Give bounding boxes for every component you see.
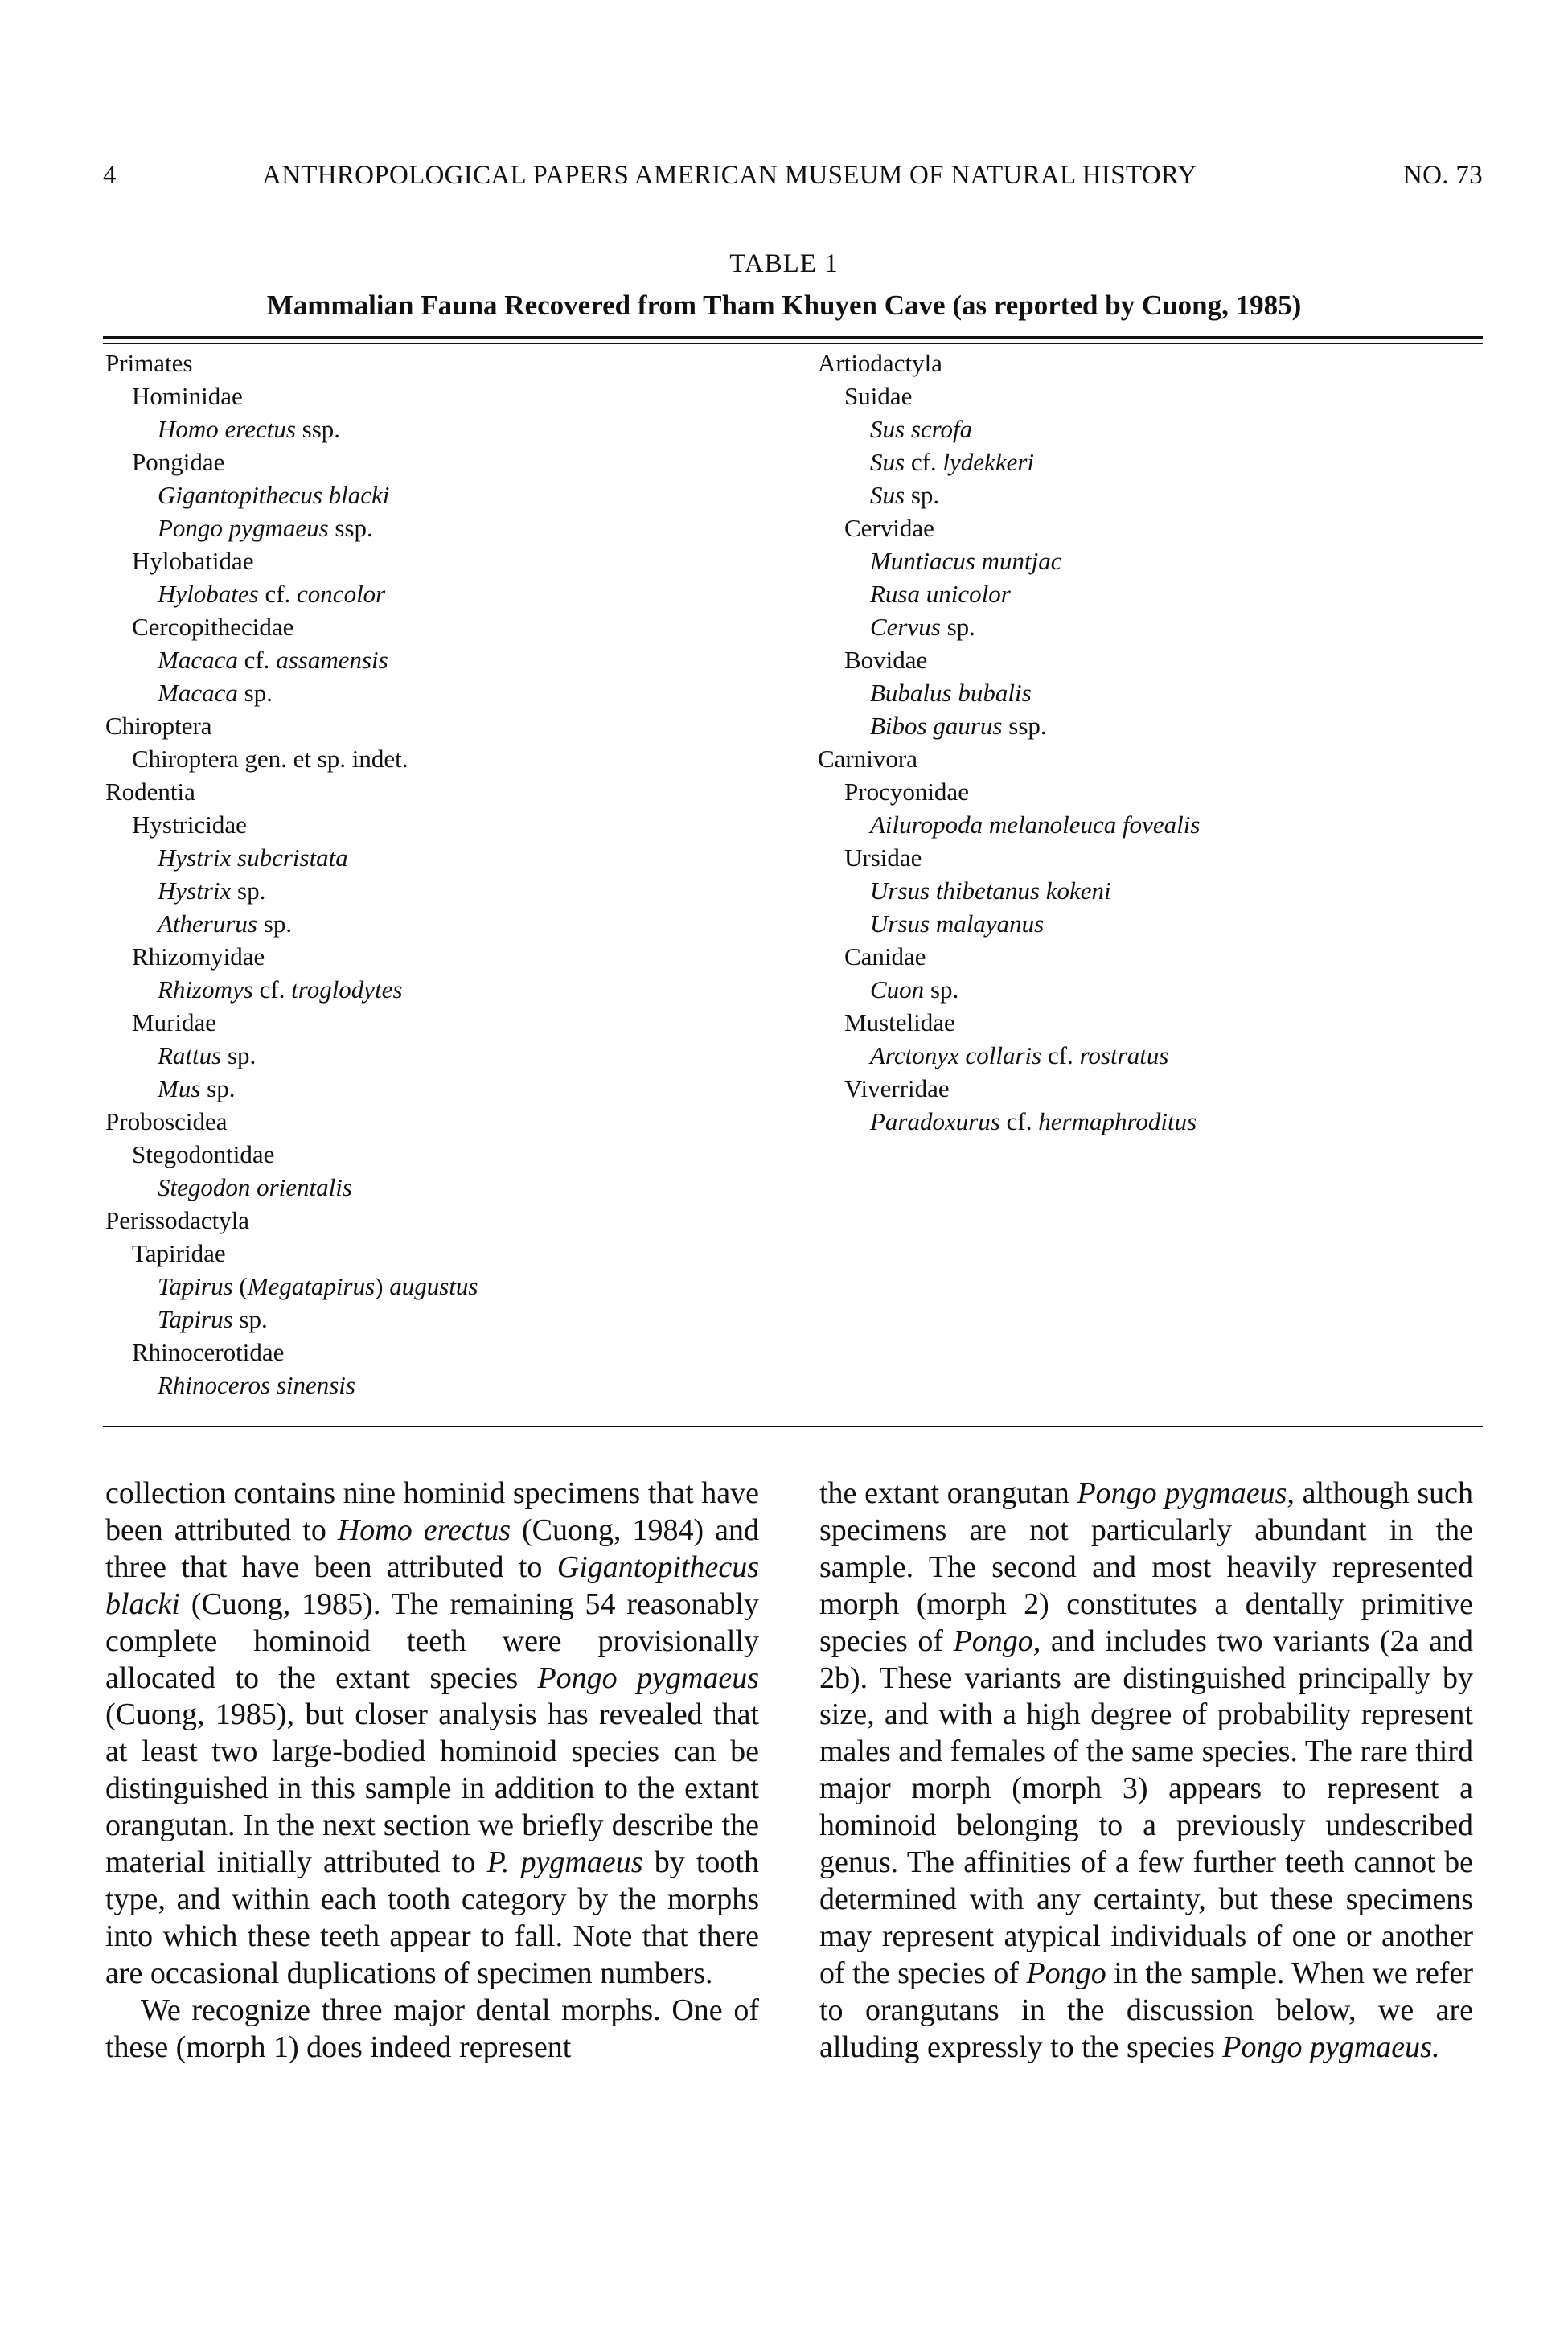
table-row-taxon	[105, 1071, 478, 1104]
table-label: TABLE 1	[729, 249, 839, 278]
taxon-name: Tapiridae	[132, 1239, 226, 1267]
italic-term: P. pygmaeus	[486, 1845, 643, 1880]
taxon-name: Cuon	[870, 975, 925, 1004]
issue-number: NO. 73	[1403, 161, 1483, 190]
taxon-name: Macaca	[158, 679, 238, 707]
table-row-taxon	[818, 1104, 1200, 1137]
taxon-name: Ursus malayanus	[870, 909, 1045, 938]
table-top-rule	[103, 336, 1483, 339]
taxon-name: Arctonyx collaris	[870, 1041, 1042, 1069]
italic-term: Pongo,	[953, 1623, 1041, 1658]
table-caption: Mammalian Fauna Recovered from Tham Khuyen Cave (as reported by Cuong, 1985)	[266, 289, 1302, 321]
taxon-name: Rodentia	[105, 778, 195, 806]
taxon-name: concolor	[297, 580, 386, 608]
taxon-name: Hominidae	[132, 382, 243, 410]
italic-term: Gigantopithecus blacki	[105, 1550, 759, 1621]
taxon-name: Chiroptera	[105, 712, 212, 740]
text-run: in the sample. When we refer to orangutans in the discussion below, we are alluding expressly to the species	[819, 1956, 1474, 2064]
italic-term: Homo erectus	[337, 1513, 511, 1547]
taxon-suffix: sp.	[940, 613, 975, 641]
taxon-name: Hylobates	[158, 580, 259, 608]
italic-term: Pongo pygmaeus	[537, 1660, 759, 1695]
text-run: (Cuong, 1985), but closer analysis has revealed that at least two large-bodied hominoid species can be distinguished in this sample in addition to the extant orangutan. In the next section we briefly describe the material initially attributed to	[105, 1697, 759, 1880]
table-row-family	[105, 1005, 478, 1038]
table-row-family	[105, 1137, 478, 1170]
table-row-taxon	[818, 675, 1200, 708]
text-run: collection contains nine hominid specimens that have been attributed to	[105, 1476, 759, 1547]
table-row-family	[105, 544, 478, 577]
taxon-name: Pongidae	[132, 448, 225, 476]
taxon-name: Megatapirus	[247, 1272, 376, 1300]
taxon-name: Suidae	[844, 382, 913, 410]
taxon-suffix: sp.	[221, 1041, 257, 1069]
taxon-name: Procyonidae	[844, 778, 969, 806]
table-row-taxon	[818, 906, 1200, 939]
taxon-name: hermaphroditus	[1038, 1107, 1197, 1135]
taxon-suffix: sp.	[257, 909, 293, 938]
taxon-name: Rhizomyidae	[132, 942, 265, 971]
table-row-taxon	[105, 577, 478, 610]
text-run: We recognize three major dental morphs. One of these (morph 1) does indeed represent	[105, 1993, 759, 2064]
table-row-family	[105, 1335, 478, 1368]
table-row-family	[818, 511, 1200, 544]
table-row-family	[818, 379, 1200, 412]
table-row-taxon	[105, 840, 478, 873]
taxon-suffix: sp.	[231, 876, 266, 905]
table-row-taxon	[105, 1038, 478, 1071]
table-row-taxon	[105, 675, 478, 708]
taxon-name: Sus	[870, 481, 905, 509]
table-row-order	[818, 741, 1200, 774]
taxon-name: Gigantopithecus blacki	[158, 481, 390, 509]
table-row-taxon	[818, 577, 1200, 610]
table-row-taxon	[105, 1170, 478, 1203]
table-row-order	[105, 774, 478, 807]
table-row-taxon	[818, 478, 1200, 511]
table-row-order	[818, 346, 1200, 379]
taxon-suffix: sp.	[200, 1074, 236, 1102]
text-run: (Cuong, 1984) and three that have been attributed to	[105, 1513, 759, 1584]
taxon-name: Cervidae	[844, 514, 934, 542]
taxon-name: Rhinocerotidae	[132, 1338, 285, 1366]
taxon-name: Rhinoceros sinensis	[158, 1371, 355, 1399]
table-row-taxon	[105, 972, 478, 1005]
table-row-taxon	[105, 412, 478, 445]
taxon-name: Cercopithecidae	[132, 613, 294, 641]
text-run: (Cuong, 1985). The remaining 54 reasonably complete hominoid teeth were provisionally allocated to the extant species	[105, 1586, 759, 1695]
taxon-name: Perissodactyla	[105, 1206, 250, 1234]
table-row-family	[105, 1236, 478, 1269]
taxon-qualifier: (	[232, 1272, 248, 1300]
table-row-family	[818, 774, 1200, 807]
taxon-qualifier: )	[375, 1272, 390, 1300]
body-column-right	[819, 1476, 1473, 2067]
taxon-name: Ailuropoda melanoleuca fovealis	[870, 811, 1201, 839]
table-row-family	[818, 1005, 1200, 1038]
taxon-suffix: sp.	[232, 1305, 268, 1333]
table-row-taxon	[818, 1038, 1200, 1071]
table-row-family	[105, 939, 478, 972]
taxon-name: Bubalus bubalis	[870, 679, 1032, 707]
taxon-name: Proboscidea	[105, 1107, 228, 1135]
taxon-suffix: sp.	[237, 679, 273, 707]
table-row-family	[818, 1071, 1200, 1104]
taxon-name: Stegodontidae	[132, 1140, 275, 1168]
table-row-taxon	[105, 1368, 478, 1401]
table-top-rule-inner	[103, 343, 1483, 344]
table-row-family	[105, 610, 478, 642]
taxon-name: Cervus	[870, 613, 941, 641]
taxon-name: Carnivora	[818, 745, 917, 773]
table-row-taxon	[818, 807, 1200, 840]
taxon-name: Bovidae	[844, 646, 928, 674]
table-left-column	[105, 346, 478, 1401]
text-run: and includes two variants (2a and 2b). These variants are distinguished principally by size, and with a high degree of probability represent males and females of the same species. The rare third major morph (morph 3) appears to represent a hominoid belonging to a previously undescribed genus. The affinities of a few further teeth cannot be determined with any certainty, but these specimens may represent atypical individuals of one or another of the species of	[819, 1623, 1473, 1990]
table-row-taxon	[818, 610, 1200, 642]
taxon-suffix: sp.	[924, 975, 959, 1004]
paragraph	[105, 1993, 759, 2067]
taxon-name: Muridae	[132, 1008, 217, 1036]
taxon-qualifier: cf.	[258, 580, 298, 608]
table-row-taxon	[818, 412, 1200, 445]
taxon-name: Hylobatidae	[132, 547, 254, 575]
taxon-suffix: ssp.	[328, 514, 373, 542]
taxon-name: Hystricidae	[132, 811, 247, 839]
taxon-name: Chiroptera gen. et sp. indet.	[132, 745, 408, 773]
taxon-name: Sus scrofa	[870, 415, 973, 443]
table-row-order	[105, 708, 478, 741]
table-row-family	[818, 840, 1200, 873]
italic-term: Pongo pygmaeus.	[1222, 2030, 1440, 2064]
taxon-name: Viverridae	[844, 1074, 950, 1102]
text-run: by tooth type, and within each tooth category by the morphs into which these teeth appear to fall. Note that there are occasional duplications of specimen numbers.	[105, 1845, 759, 1990]
table-row-taxon	[105, 1269, 478, 1302]
text-run: the extant orangutan	[819, 1476, 1077, 1510]
table-row-family	[105, 741, 478, 774]
taxon-name: augustus	[389, 1272, 478, 1300]
taxon-name: Tapirus	[158, 1272, 233, 1300]
table-row-family	[105, 445, 478, 478]
taxon-name: Ursus thibetanus kokeni	[870, 876, 1111, 905]
taxon-name: Tapirus	[158, 1305, 233, 1333]
table-row-taxon	[105, 478, 478, 511]
taxon-name: Hystrix	[158, 876, 232, 905]
paragraph	[105, 1476, 759, 1993]
table-row-taxon	[818, 708, 1200, 741]
taxon-name: rostratus	[1079, 1041, 1169, 1069]
taxon-name: lydekkeri	[942, 448, 1035, 476]
taxon-name: Rattus	[158, 1041, 222, 1069]
table-row-taxon	[105, 1302, 478, 1335]
page-number: 4	[103, 161, 117, 190]
taxon-name: Stegodon orientalis	[158, 1173, 352, 1201]
taxon-suffix: ssp.	[295, 415, 341, 443]
taxon-name: Canidae	[844, 942, 926, 971]
taxon-name: Muntiacus muntjac	[870, 547, 1062, 575]
table-row-family	[105, 807, 478, 840]
table-row-taxon	[105, 511, 478, 544]
taxon-name: Rhizomys	[158, 975, 253, 1004]
taxon-name: troglodytes	[291, 975, 403, 1004]
table-row-taxon	[818, 445, 1200, 478]
table-row-taxon	[818, 972, 1200, 1005]
body-column-left	[105, 1476, 759, 2067]
taxon-name: Mus	[158, 1074, 201, 1102]
taxon-name: Homo erectus	[158, 415, 296, 443]
table-row-taxon	[818, 544, 1200, 577]
taxon-name: Artiodactyla	[818, 349, 942, 377]
taxon-name: Atherurus	[158, 909, 257, 938]
text-run: although such specimens are not particularly abundant in the sample. The second and most heavily represented morph (morph 2) constitutes a dentally primitive species of	[819, 1476, 1473, 1658]
table-bottom-rule	[103, 1426, 1483, 1427]
taxon-suffix: ssp.	[1002, 712, 1047, 740]
journal-title: ANTHROPOLOGICAL PAPERS AMERICAN MUSEUM OF NATURAL HISTORY	[262, 161, 1197, 190]
taxon-qualifier: cf.	[237, 646, 277, 674]
taxon-name: Bibos gaurus	[870, 712, 1003, 740]
taxon-suffix: sp.	[905, 481, 940, 509]
running-header	[103, 161, 1483, 201]
table-row-taxon	[818, 873, 1200, 906]
italic-term: Pongo	[1026, 1956, 1106, 1990]
taxon-name: Pongo pygmaeus	[158, 514, 329, 542]
taxon-name: Sus	[870, 448, 905, 476]
taxon-name: Paradoxurus	[870, 1107, 1000, 1135]
taxon-name: Hystrix subcristata	[158, 844, 348, 872]
taxon-qualifier: cf.	[999, 1107, 1039, 1135]
paragraph	[819, 1476, 1473, 2067]
table-row-taxon	[105, 873, 478, 906]
table-row-family	[818, 642, 1200, 675]
italic-term: Pongo pygmaeus,	[1077, 1476, 1295, 1510]
table-row-order	[105, 1203, 478, 1236]
table-row-order	[105, 346, 478, 379]
table-row-family	[818, 939, 1200, 972]
taxon-qualifier: cf.	[1041, 1041, 1080, 1069]
taxon-name: Primates	[105, 349, 193, 377]
table-row-order	[105, 1104, 478, 1137]
table-right-column	[818, 346, 1200, 1137]
table-row-taxon	[105, 906, 478, 939]
taxon-name: Mustelidae	[844, 1008, 955, 1036]
taxon-name: Ursidae	[844, 844, 922, 872]
taxon-qualifier: cf.	[905, 448, 943, 476]
taxon-name: Rusa unicolor	[870, 580, 1011, 608]
table-row-taxon	[105, 642, 478, 675]
taxon-name: Macaca	[158, 646, 238, 674]
table-row-family	[105, 379, 478, 412]
taxon-name: assamensis	[276, 646, 388, 674]
taxon-qualifier: cf.	[252, 975, 292, 1004]
